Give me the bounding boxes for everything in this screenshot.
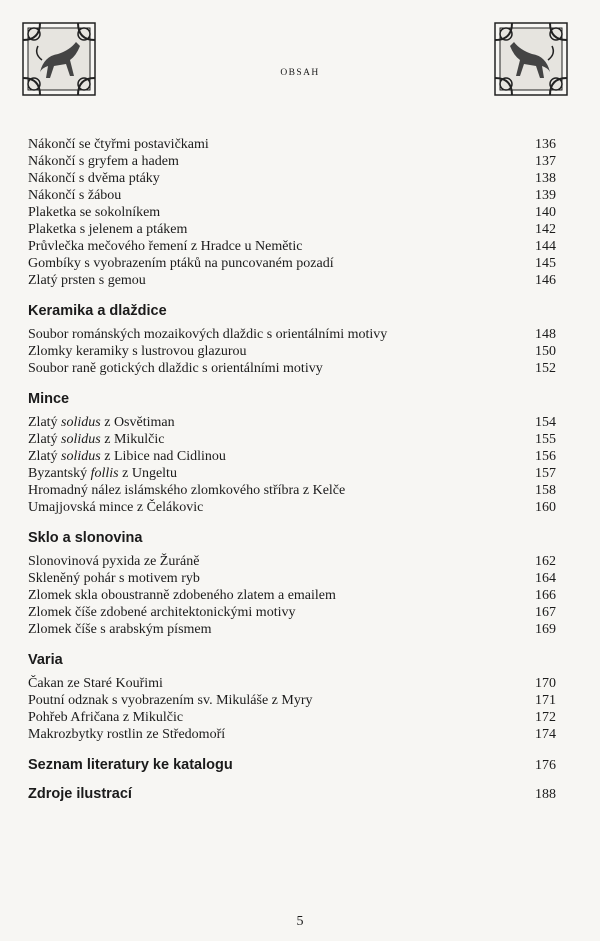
- header-title: OBSAH: [280, 68, 320, 78]
- entry-title: [28, 326, 387, 343]
- toc-entry: [28, 675, 556, 692]
- entry-page-number: 136: [535, 137, 556, 152]
- entry-title-text-end: z Osvětiman: [100, 415, 175, 430]
- toc-entry: [28, 255, 556, 272]
- entry-title-text: Byzantský: [28, 466, 91, 481]
- entry-title-text: Zlatý prsten s gemou: [28, 273, 146, 288]
- entry-page-number: 144: [535, 239, 556, 254]
- entry-title-text: Plaketka s jelenem a ptákem: [28, 222, 188, 237]
- toc-entry: [28, 238, 556, 255]
- toc-entry: [28, 621, 556, 638]
- entry-page-number: 148: [535, 327, 556, 342]
- toc-entry: [28, 709, 556, 726]
- toc-entry: [28, 360, 556, 377]
- major-entry-title: Seznam literatury ke katalogu: [28, 757, 233, 773]
- toc-entry: [28, 604, 556, 621]
- toc-entry: [28, 221, 556, 238]
- entry-title-italic: follis: [90, 466, 119, 481]
- entry-page-number: 171: [535, 693, 556, 708]
- entry-page-number: 174: [535, 727, 556, 742]
- entry-title: [28, 499, 203, 516]
- major-entry-page-number: 176: [535, 758, 556, 773]
- entry-page-number: 138: [535, 171, 556, 186]
- entry-title-text: Hromadný nález islámského zlomkového stříbra z Kelče: [28, 483, 346, 498]
- entry-page-number: 150: [535, 344, 556, 359]
- toc-entry: [28, 272, 556, 289]
- section-heading: Mince: [28, 391, 70, 407]
- toc-entry: [28, 170, 556, 187]
- toc-entry: [28, 414, 556, 431]
- entry-title: [28, 238, 302, 255]
- entry-page-number: 146: [535, 273, 556, 288]
- entry-title: [28, 343, 247, 360]
- section-heading: Sklo a slonovina: [28, 530, 143, 546]
- table-of-contents: [28, 136, 556, 803]
- entry-title: [28, 414, 175, 431]
- entry-title-text: Nákončí s dvěma ptáky: [28, 171, 160, 186]
- entry-title-text: Zlatý: [28, 449, 62, 464]
- entry-title: [28, 570, 200, 587]
- entry-title-italic: solidus: [61, 432, 101, 447]
- section-heading: Varia: [28, 652, 63, 668]
- toc-entry: [28, 153, 556, 170]
- entry-title-text-end: z Mikulčic: [100, 432, 165, 447]
- entry-page-number: 145: [535, 256, 556, 271]
- entry-title: [28, 465, 177, 482]
- entry-title-text: Plaketka se sokolníkem: [28, 205, 161, 220]
- entry-title: [28, 187, 121, 204]
- entry-title: [28, 221, 187, 238]
- toc-entry: [28, 465, 556, 482]
- entry-title: [28, 621, 212, 638]
- entry-page-number: 139: [535, 188, 556, 203]
- entry-page-number: 155: [535, 432, 556, 447]
- entry-title: [28, 692, 313, 709]
- entry-page-number: 154: [535, 415, 556, 430]
- entry-title-text-end: z Ungeltu: [118, 466, 177, 481]
- entry-title-text: Slonovinová pyxida ze Žuráně: [28, 554, 200, 569]
- knot-ornament-left-icon: [20, 20, 98, 98]
- page-number: 5: [296, 914, 304, 929]
- entry-title-text: Soubor raně gotických dlaždic s orientálními motivy: [28, 361, 323, 376]
- entry-title: [28, 553, 199, 570]
- toc-entry: [28, 448, 556, 465]
- toc-entry: [28, 553, 556, 570]
- entry-page-number: 156: [535, 449, 556, 464]
- toc-entry: [28, 326, 556, 343]
- knot-ornament-right-icon: [492, 20, 570, 98]
- toc-entry: [28, 431, 556, 448]
- toc-entry: [28, 343, 556, 360]
- entry-title: [28, 204, 160, 221]
- entry-page-number: 172: [535, 710, 556, 725]
- entry-title-text: Nákončí se čtyřmi postavičkami: [28, 137, 209, 152]
- entry-title-text: Zlomek skla oboustranně zdobeného zlatem a emailem: [28, 588, 336, 603]
- entry-title-text: Zlatý: [28, 432, 62, 447]
- entry-page-number: 164: [535, 571, 556, 586]
- entry-title-text: Nákončí s gryfem a hadem: [28, 154, 179, 169]
- entry-title: [28, 587, 336, 604]
- entry-page-number: 137: [535, 154, 556, 169]
- entry-title-text: Průvlečka mečového řemení z Hradce u Nemětic: [28, 239, 303, 254]
- entry-title: [28, 136, 209, 153]
- entry-title-text: Gombíky s vyobrazením ptáků na puncovaném pozadí: [28, 256, 334, 271]
- entry-page-number: 158: [535, 483, 556, 498]
- entry-title-text-end: z Libice nad Cidlinou: [100, 449, 226, 464]
- major-toc-entry: [28, 785, 556, 803]
- entry-title: [28, 272, 146, 289]
- toc-entry: [28, 726, 556, 743]
- entry-page-number: 169: [535, 622, 556, 637]
- entry-title: [28, 448, 226, 465]
- section-heading: Keramika a dlaždice: [28, 303, 167, 319]
- entry-page-number: 140: [535, 205, 556, 220]
- entry-page-number: 167: [535, 605, 556, 620]
- entry-title-text: Zlomky keramiky s lustrovou glazurou: [28, 344, 247, 359]
- entry-title-text: Makrozbytky rostlin ze Středomoří: [28, 727, 226, 742]
- major-entry-page-number: 188: [535, 787, 556, 802]
- entry-title: [28, 675, 163, 692]
- entry-title-italic: solidus: [61, 449, 101, 464]
- entry-page-number: 170: [535, 676, 556, 691]
- entry-page-number: 160: [535, 500, 556, 515]
- entry-page-number: 157: [535, 466, 556, 481]
- entry-title-text: Zlatý: [28, 415, 62, 430]
- entry-title-text: Umajjovská mince z Čelákovic: [28, 500, 204, 515]
- entry-title: [28, 360, 323, 377]
- entry-title: [28, 153, 179, 170]
- entry-title: [28, 170, 160, 187]
- entry-title-text: Poutní odznak s vyobrazením sv. Mikuláše z Myry: [28, 693, 313, 708]
- toc-entry: [28, 187, 556, 204]
- entry-title: [28, 255, 334, 272]
- entry-title: [28, 482, 345, 499]
- toc-entry: [28, 482, 556, 499]
- entry-page-number: 152: [535, 361, 556, 376]
- toc-entry: [28, 587, 556, 604]
- entry-title-text: Pohřeb Afričana z Mikulčic: [28, 710, 184, 725]
- entry-page-number: 142: [535, 222, 556, 237]
- major-toc-entry: [28, 756, 556, 774]
- entry-page-number: 166: [535, 588, 556, 603]
- entry-title: [28, 431, 165, 448]
- entry-title-text: Nákončí s žábou: [28, 188, 122, 203]
- entry-page-number: 162: [535, 554, 556, 569]
- toc-entry: [28, 499, 556, 516]
- toc-entry: [28, 204, 556, 221]
- entry-title: [28, 726, 225, 743]
- entry-title-text: Skleněný pohár s motivem ryb: [28, 571, 200, 586]
- entry-title-italic: solidus: [61, 415, 101, 430]
- entry-title-text: Zlomek číše s arabským písmem: [28, 622, 212, 637]
- major-entry-title: Zdroje ilustrací: [28, 786, 132, 802]
- toc-entry: [28, 136, 556, 153]
- toc-entry: [28, 692, 556, 709]
- entry-title-text: Zlomek číše zdobené architektonickými motivy: [28, 605, 296, 620]
- entry-title-text: Čakan ze Staré Kouřimi: [28, 676, 163, 691]
- toc-entry: [28, 570, 556, 587]
- entry-title: [28, 709, 183, 726]
- entry-title-text: Soubor románských mozaikových dlaždic s orientálními motivy: [28, 327, 388, 342]
- entry-title: [28, 604, 295, 621]
